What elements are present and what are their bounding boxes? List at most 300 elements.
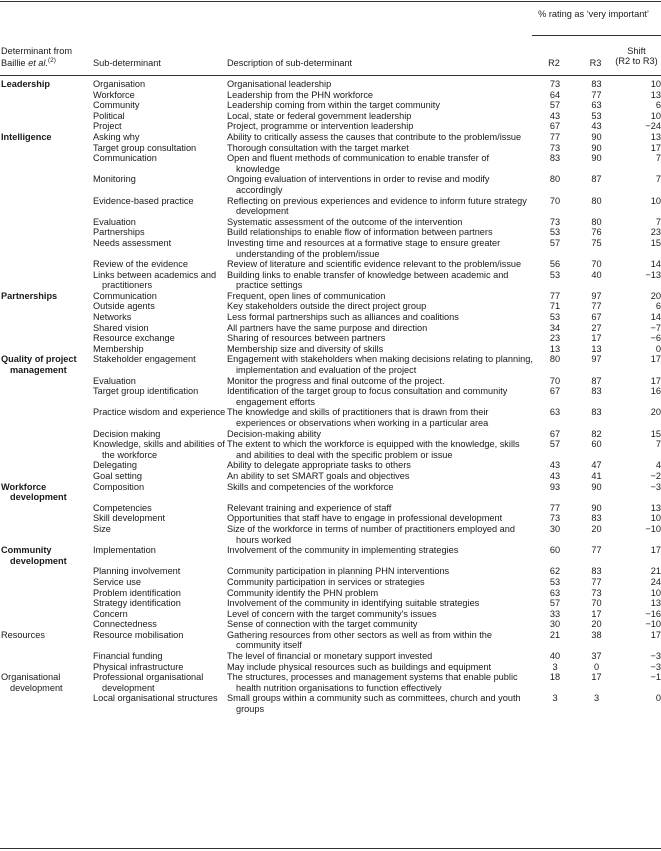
r3-cell: 87: [591, 174, 602, 185]
determinant-cell: Workforce development: [1, 481, 67, 503]
r2-cell: 53: [549, 227, 561, 238]
description-cell: Ability to critically assess the causes that contribute to the problem/issue: [227, 131, 522, 142]
r3-cell: 40: [591, 269, 602, 280]
r2-cell: 77: [549, 131, 561, 142]
description-cell: Involvement of the community in identifying suitable strategies: [227, 598, 480, 609]
table-row: [0, 270, 661, 291]
description-cell: The level of financial or monetary support invested: [227, 651, 433, 662]
r3-cell: 73: [591, 587, 602, 598]
r2-cell: 18: [549, 672, 561, 683]
shift-cell: 4: [655, 460, 661, 471]
determinant-cell: Community development: [1, 545, 67, 566]
description-cell: The structures, processes and management systems that enable public health nutrition organisations to function effectively: [227, 672, 518, 693]
description-cell: Thorough consultation with the target market: [227, 142, 409, 153]
shift-cell: 7: [655, 174, 661, 185]
subdeterminant-cell: Review of the evidence: [93, 259, 188, 270]
table-row: [0, 566, 661, 577]
subdeterminant-cell: Service use: [93, 576, 142, 587]
r2-cell: 77: [549, 290, 561, 301]
r2-cell: 80: [549, 174, 561, 185]
determinant-cell: [0, 429, 93, 440]
table-row: [0, 111, 661, 122]
description-cell: Leadership from the PHN workforce: [227, 89, 374, 100]
subdeterminant-cell: Physical infrastructure: [93, 661, 184, 672]
subdeterminant-cell: Asking why: [93, 131, 140, 142]
table-row: [0, 153, 661, 174]
determinant-cell: [0, 90, 93, 101]
shift-cell: 17: [650, 545, 661, 556]
determinant-cell: [0, 270, 93, 291]
r2-cell: 60: [549, 545, 561, 556]
determinant-cell: [0, 227, 93, 238]
description-cell: Gathering resources from other sectors as well as from within the community itself: [227, 629, 493, 651]
r2-cell: 3: [552, 661, 558, 672]
table-row: [0, 662, 661, 673]
description-cell: Monitor the progress and final outcome of the project.: [227, 375, 445, 386]
r2-cell: 34: [549, 322, 561, 333]
subdeterminant-cell: Size: [93, 523, 111, 534]
shift-cell: −7: [650, 322, 661, 333]
r3-cell: 17: [591, 672, 602, 683]
description-cell: May include physical resources such as buildings and equipment: [227, 661, 492, 672]
determinant-cell: [0, 588, 93, 599]
determinant-cell: [0, 471, 93, 482]
description-cell: Open and fluent methods of communication to enable transfer of knowledge: [227, 153, 490, 174]
determinant-cell: [0, 153, 93, 174]
shift-cell: 17: [650, 375, 661, 386]
r2-cell: 33: [549, 608, 561, 619]
table-row: [0, 376, 661, 387]
r3-cell: 83: [591, 566, 602, 577]
description-cell: Sense of connection with the target community: [227, 619, 418, 630]
r3-cell: 17: [591, 333, 602, 344]
r2-cell: 67: [549, 428, 561, 439]
r3-cell: 97: [591, 290, 602, 301]
r3-cell: 60: [591, 439, 602, 450]
shift-cell: −1: [650, 672, 661, 683]
r3-cell: 90: [591, 131, 602, 142]
determinant-cell: [0, 439, 93, 460]
r2-cell: 70: [549, 195, 561, 206]
subdeterminant-cell: Evidence-based practice: [93, 195, 194, 206]
r3-cell: 83: [591, 386, 602, 397]
determinant-cell: [0, 460, 93, 471]
shift-cell: 14: [650, 259, 661, 270]
r3-cell: 90: [591, 502, 602, 513]
r3-cell: 47: [591, 460, 602, 471]
shift-cell: 20: [650, 290, 661, 301]
subdeterminant-cell: Problem identification: [93, 587, 181, 598]
r3-cell: 80: [591, 216, 602, 227]
determinant-cell: Organisational development: [1, 672, 63, 693]
subdeterminant-cell: Monitoring: [93, 174, 136, 185]
description-cell: Reflecting on previous experiences and evidence to inform future strategy development: [227, 195, 527, 217]
determinant-cell: [0, 513, 93, 524]
shift-cell: 10: [650, 513, 661, 524]
r2-cell: 73: [549, 79, 561, 89]
description-cell: Less formal partnerships such as alliances and coalitions: [227, 312, 459, 323]
r3-cell: 20: [591, 523, 602, 534]
shift-cell: 24: [650, 576, 661, 587]
header-description: Description of sub-determinant: [227, 58, 353, 68]
table-row: [0, 651, 661, 662]
table-row: [0, 693, 661, 714]
shift-cell: 17: [650, 354, 661, 365]
table-row: [0, 259, 661, 270]
table-row: [0, 471, 661, 482]
description-cell: Level of concern with the target community's issues: [227, 608, 437, 619]
determinant-cell: Intelligence: [1, 131, 52, 142]
table-row: [0, 143, 661, 154]
description-cell: Skills and competencies of the workforce: [227, 481, 394, 492]
description-cell: Involvement of the community in implementing strategies: [227, 545, 459, 556]
r2-cell: 83: [549, 153, 561, 164]
r3-cell: 70: [591, 259, 602, 270]
table-body: [0, 79, 661, 715]
subdeterminant-cell: Resource exchange: [93, 333, 175, 344]
r3-cell: 97: [591, 354, 602, 365]
r2-cell: 43: [549, 110, 561, 121]
determinant-cell: Leadership: [1, 79, 51, 89]
r2-cell: 40: [549, 651, 561, 662]
table-row: [0, 672, 661, 693]
subdeterminant-cell: Competencies: [93, 502, 152, 513]
r2-cell: 93: [549, 481, 561, 492]
r2-cell: 73: [549, 513, 561, 524]
table-row: [0, 323, 661, 334]
shift-cell: 17: [650, 142, 661, 153]
description-cell: Key stakeholders outside the direct project group: [227, 301, 427, 312]
r2-cell: 73: [549, 142, 561, 153]
subdeterminant-cell: Needs assessment: [93, 237, 172, 248]
table-row: [0, 482, 661, 503]
r3-cell: 76: [591, 227, 602, 238]
top-rule: [0, 1, 661, 2]
r3-cell: 77: [591, 545, 602, 556]
r2-cell: 43: [549, 470, 561, 481]
description-cell: Ongoing evaluation of interventions in order to revise and modify accordingly: [227, 174, 490, 195]
subdeterminant-cell: Stakeholder engagement: [93, 354, 196, 365]
description-cell: Engagement with stakeholders when making decisions relating to planning, implementation and evaluation of the project: [227, 354, 533, 376]
determinant-cell: [0, 323, 93, 334]
shift-cell: 7: [655, 216, 661, 227]
subdeterminant-cell: Target group consultation: [93, 142, 197, 153]
determinant-cell: [0, 259, 93, 270]
r3-cell: 43: [591, 121, 602, 132]
r2-cell: 30: [549, 523, 561, 534]
r3-cell: 41: [591, 470, 602, 481]
r3-cell: 82: [591, 428, 602, 439]
subdeterminant-cell: Composition: [93, 481, 145, 492]
subdeterminant-cell: Networks: [93, 312, 132, 323]
table-row: [0, 344, 661, 355]
shift-cell: 17: [650, 629, 661, 640]
subdeterminant-cell: Outside agents: [93, 301, 155, 312]
shift-cell: 15: [650, 237, 661, 248]
r2-cell: 57: [549, 100, 561, 111]
rating-rule: [532, 35, 661, 36]
subdeterminant-cell: Practice wisdom and experience: [93, 407, 226, 418]
determinant-cell: [0, 662, 93, 673]
table-row: [0, 227, 661, 238]
description-cell: Build relationships to enable flow of information between partners: [227, 227, 493, 238]
r2-cell: 63: [549, 407, 561, 418]
shift-cell: 13: [650, 502, 661, 513]
r3-cell: 77: [591, 301, 602, 312]
r3-cell: 80: [591, 195, 602, 206]
shift-cell: 23: [650, 227, 661, 238]
shift-cell: 13: [650, 89, 661, 100]
r3-cell: 87: [591, 375, 602, 386]
r2-cell: 64: [549, 89, 561, 100]
table-row: [0, 217, 661, 228]
description-cell: An ability to set SMART goals and objectives: [227, 470, 410, 481]
table-row: [0, 121, 661, 132]
shift-cell: 6: [655, 301, 661, 312]
determinant-cell: [0, 598, 93, 609]
table-row: [0, 588, 661, 599]
subdeterminant-cell: Workforce: [93, 89, 135, 100]
header-subdeterminant: Sub-determinant: [93, 58, 161, 68]
r3-cell: 27: [591, 322, 602, 333]
determinant-cell: [0, 121, 93, 132]
r2-cell: 57: [549, 439, 561, 450]
shift-cell: 21: [650, 566, 661, 577]
table-row: [0, 90, 661, 101]
r2-cell: 3: [552, 693, 558, 704]
determinant-cell: [0, 301, 93, 312]
subdeterminant-cell: Goal setting: [93, 470, 143, 481]
r3-cell: 3: [593, 693, 600, 704]
shift-cell: −3: [650, 651, 661, 662]
subdeterminant-cell: Delegating: [93, 460, 137, 471]
r2-cell: 23: [549, 333, 561, 344]
table-row: [0, 630, 661, 651]
shift-cell: −2: [650, 470, 661, 481]
description-cell: Small groups within a community such as committees, church and youth groups: [227, 693, 521, 715]
description-cell: Project, programme or intervention leadership: [227, 121, 414, 132]
table-row: [0, 503, 661, 514]
r2-cell: 77: [549, 502, 561, 513]
description-cell: Size of the workforce in terms of number of practitioners employed and hours worked: [227, 523, 516, 545]
subdeterminant-cell: Project: [93, 121, 122, 132]
determinant-cell: [0, 143, 93, 154]
subdeterminant-cell: Political: [93, 110, 125, 121]
subdeterminant-cell: Membership: [93, 343, 144, 354]
description-cell: All partners have the same purpose and direction: [227, 322, 428, 333]
description-cell: Community identify the PHN problem: [227, 587, 379, 598]
shift-cell: 16: [650, 386, 661, 397]
table-row: [0, 598, 661, 609]
r2-cell: 71: [549, 301, 561, 312]
subdeterminant-cell: Target group identification: [93, 386, 199, 397]
r2-cell: 13: [549, 343, 561, 354]
shift-cell: −10: [645, 523, 661, 534]
shift-cell: 7: [655, 439, 661, 450]
r3-cell: 0: [593, 661, 600, 672]
description-cell: Identification of the target group to focus consultation and community engagement efforts: [227, 386, 508, 407]
shift-cell: 10: [650, 587, 661, 598]
table-row: [0, 407, 661, 428]
shift-cell: 13: [650, 598, 661, 609]
table-row: [0, 100, 661, 111]
description-cell: Community participation in services or strategies: [227, 576, 425, 587]
table-row: [0, 524, 661, 545]
table-row: [0, 174, 661, 195]
r3-cell: 83: [591, 513, 602, 524]
shift-cell: 6: [655, 100, 661, 111]
subdeterminant-cell: Connectedness: [93, 619, 157, 630]
r3-cell: 83: [591, 407, 602, 418]
subdeterminant-cell: Knowledge, skills and abilities of the workforce: [93, 439, 225, 460]
r2-cell: 62: [549, 566, 561, 577]
r3-cell: 53: [591, 110, 602, 121]
subdeterminant-cell: Professional organisational development: [93, 672, 204, 693]
shift-cell: 20: [650, 407, 661, 418]
determinant-cell: [0, 651, 93, 662]
r2-cell: 57: [549, 237, 561, 248]
table-row: [0, 354, 661, 375]
determinant-cell: [0, 312, 93, 323]
table-row: [0, 132, 661, 143]
determinant-cell: [0, 344, 93, 355]
description-cell: Review of literature and scientific evidence relevant to the problem/issue: [227, 259, 522, 270]
subdeterminant-cell: Community: [93, 100, 140, 111]
description-cell: The knowledge and skills of practitioners that is drawn from their experiences or observations when working in a particular area: [227, 407, 489, 428]
subdeterminant-cell: Implementation: [93, 545, 156, 556]
subdeterminant-cell: Links between academics and practitioners: [93, 269, 217, 291]
determinant-cell: [0, 566, 93, 577]
determinant-cell: [0, 619, 93, 630]
r2-cell: 53: [549, 312, 561, 323]
r3-cell: 75: [591, 237, 602, 248]
table-row: [0, 312, 661, 323]
header-rule: [0, 75, 661, 76]
r3-cell: 67: [591, 312, 602, 323]
shift-cell: 0: [655, 693, 661, 704]
shift-cell: −24: [645, 121, 661, 132]
r2-cell: 70: [549, 375, 561, 386]
description-cell: Building links to enable transfer of knowledge between academic and practice settings: [227, 269, 509, 291]
determinant-cell: [0, 174, 93, 195]
determinant-cell: [0, 238, 93, 259]
r2-cell: 43: [549, 460, 561, 471]
r3-cell: 63: [591, 100, 602, 111]
table-row: [0, 291, 661, 302]
determinant-cell: [0, 111, 93, 122]
table-row: [0, 238, 661, 259]
r2-cell: 21: [549, 629, 561, 640]
shift-cell: −13: [645, 269, 661, 280]
determinant-cell: [0, 609, 93, 620]
subdeterminant-cell: Evaluation: [93, 375, 136, 386]
subdeterminant-cell: Financial funding: [93, 651, 163, 662]
shift-cell: 7: [655, 153, 661, 164]
subdeterminant-cell: Partnerships: [93, 227, 145, 238]
r2-cell: 67: [549, 386, 561, 397]
r3-cell: 17: [591, 608, 602, 619]
description-cell: Frequent, open lines of communication: [227, 290, 386, 301]
table-row: [0, 429, 661, 440]
table-row: [0, 513, 661, 524]
r3-cell: 77: [591, 576, 602, 587]
determinant-cell: [0, 100, 93, 111]
determinant-cell: [0, 217, 93, 228]
table-row: [0, 577, 661, 588]
table-row: [0, 386, 661, 407]
determinant-cell: [0, 503, 93, 514]
determinant-cell: [0, 577, 93, 588]
table-row: [0, 619, 661, 630]
determinant-cell: [0, 196, 93, 217]
determinant-cell: Partnerships: [1, 290, 58, 301]
determinant-cell: [0, 407, 93, 428]
r3-cell: 90: [591, 153, 602, 164]
r2-cell: 80: [549, 354, 561, 365]
r2-cell: 63: [549, 587, 561, 598]
description-cell: Leadership coming from within the target community: [227, 100, 440, 111]
r3-cell: 90: [591, 481, 602, 492]
header-r3: R3: [589, 58, 602, 68]
r3-cell: 13: [591, 343, 602, 354]
description-cell: Sharing of resources between partners: [227, 333, 386, 344]
shift-cell: 10: [650, 79, 661, 89]
determinant-cell: [0, 333, 93, 344]
bottom-rule: [0, 848, 661, 849]
shift-cell: −3: [650, 481, 661, 492]
determinant-cell: [0, 693, 93, 714]
r3-cell: 83: [591, 79, 602, 89]
subdeterminant-cell: Communication: [93, 290, 157, 301]
description-cell: Investing time and resources at a formative stage to ensure greater understanding of the problem/issue: [227, 237, 501, 259]
shift-cell: 15: [650, 428, 661, 439]
description-cell: Systematic assessment of the outcome of the intervention: [227, 216, 463, 227]
shift-cell: 10: [650, 195, 661, 206]
r2-cell: 67: [549, 121, 561, 132]
header-r2: R2: [548, 58, 560, 68]
shift-cell: 0: [655, 343, 661, 354]
subdeterminant-cell: Planning involvement: [93, 566, 181, 577]
shift-cell: 14: [650, 312, 661, 323]
determinant-cell: [0, 376, 93, 387]
table-row: [0, 439, 661, 460]
description-cell: Local, state or federal government leadership: [227, 110, 412, 121]
determinant-cell: Resources: [1, 629, 45, 640]
determinant-cell: Quality of project management: [1, 354, 77, 376]
subdeterminant-cell: Shared vision: [93, 322, 149, 333]
determinant-cell: [0, 524, 93, 545]
r2-cell: 53: [549, 576, 561, 587]
subdeterminant-cell: Decision making: [93, 428, 161, 439]
description-cell: Ability to delegate appropriate tasks to others: [227, 460, 411, 471]
r3-cell: 38: [591, 629, 602, 640]
shift-cell: −16: [645, 608, 661, 619]
r2-cell: 30: [549, 619, 561, 630]
shift-cell: 13: [650, 131, 661, 142]
table-row: [0, 79, 661, 90]
table-row: [0, 196, 661, 217]
description-cell: Opportunities that staff have to engage in professional development: [227, 513, 503, 524]
r2-cell: 73: [549, 216, 561, 227]
description-cell: Membership size and diversity of skills: [227, 343, 384, 354]
description-cell: Organisational leadership: [227, 79, 332, 89]
r2-cell: 53: [549, 269, 561, 280]
subdeterminant-cell: Strategy identification: [93, 598, 181, 609]
table-row: [0, 333, 661, 344]
subdeterminant-cell: Resource mobilisation: [93, 629, 184, 640]
shift-cell: 10: [650, 110, 661, 121]
shift-cell: −6: [650, 333, 661, 344]
